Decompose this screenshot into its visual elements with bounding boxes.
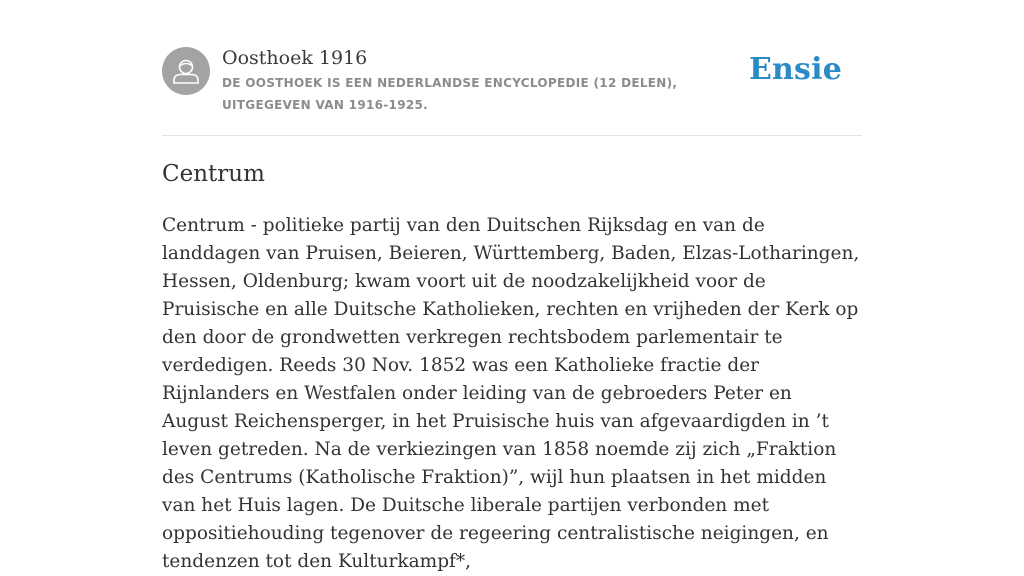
source-header — [162, 46, 862, 136]
ensie-logo[interactable]: Ensie — [748, 52, 842, 87]
article-title: Centrum — [162, 161, 265, 187]
source-title[interactable]: Oosthoek 1916 — [222, 47, 368, 69]
user-icon — [162, 47, 210, 95]
source-description: DE OOSTHOEK IS EEN NEDERLANDSE ENCYCLOPEDIE (12 DELEN), UITGEGEVEN VAN 1916-1925. — [222, 76, 678, 112]
article-body: Centrum - politieke partij van den Duitschen Rijksdag en van de landdagen van Pruisen, Beieren, Württemberg, Baden, Elzas-Lotharingen, Hessen, Oldenburg; kwam voort uit de noodzakelijkheid voor de Pruisische en alle Duitsche Katholieken, rechten en vrijheden der Kerk op den door de grondwetten verkregen rechtsbodem parlementair te verdedigen. Reeds 30 Nov. 1852 was een Katholieke fractie der Rijnlanders en Westfalen onder leiding van de gebroeders Peter en August Reichensperger, in het Pruisische huis van afgevaardigden in ’t leven getreden. Na de verkiezingen van 1858 noemde zij zich „Fraktion des Centrums (Katholische Fraktion)”, wijl hun plaatsen in het midden van het Huis lagen. De Duitsche liberale partijen verbonden met oppositiehouding tegenover de regeering centralistische neigingen, en tendenzen tot den Kulturkampf*, — [162, 215, 860, 572]
